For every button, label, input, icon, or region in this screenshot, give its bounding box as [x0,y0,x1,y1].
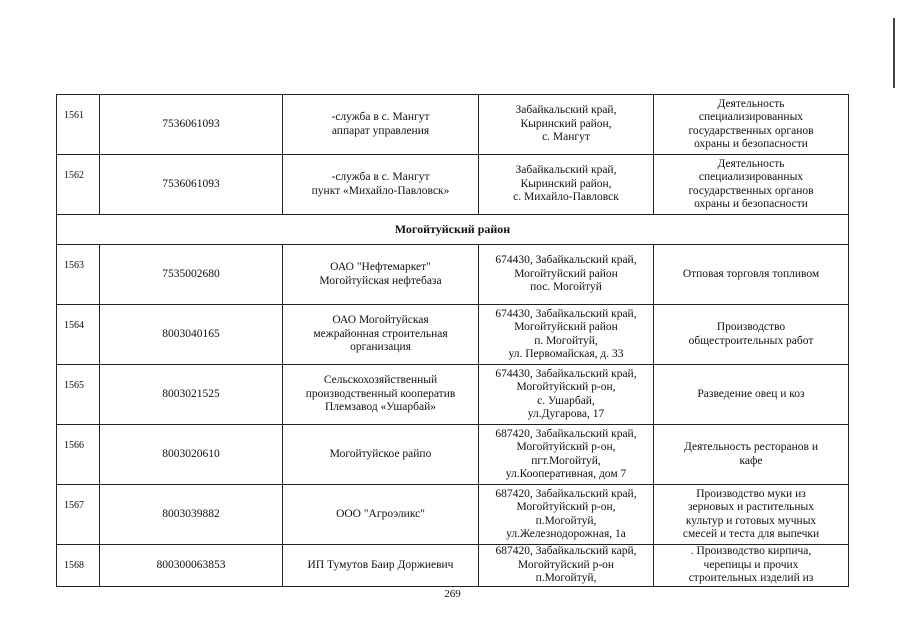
inn-cell: 8003039882 [100,485,283,545]
organization-name-cell: ОАО Могойтуйская межрайонная строительная организация [283,305,479,365]
row-number: 1566 [57,425,100,485]
inn-cell: 8003021525 [100,365,283,425]
address-cell: 687420, Забайкальский карй, Могойтуйский р-он п.Могойтуй, [479,545,654,587]
enterprise-table [56,94,849,587]
table-row [57,365,849,425]
activity-cell: Разведение овец и коз [654,365,849,425]
section-header-row [57,215,849,245]
row-number: 1563 [57,245,100,305]
activity-cell: . Производство кирпича, черепицы и прочих строительных изделий из [654,545,849,587]
row-number: 1567 [57,485,100,545]
table-row [57,545,849,587]
activity-cell: Отповая торговля топливом [654,245,849,305]
inn-cell: 7536061093 [100,95,283,155]
row-number: 1562 [57,155,100,215]
scan-edge-mark [893,18,895,88]
organization-name-cell: ИП Тумутов Баир Доржиевич [283,545,479,587]
activity-cell: Деятельность специализированных государственных органов охраны и безопасности [654,155,849,215]
organization-name-cell: ООО "Агроэликс" [283,485,479,545]
table-row [57,305,849,365]
table-row [57,155,849,215]
table-row [57,95,849,155]
table-row [57,245,849,305]
address-cell: 687420, Забайкальский край, Могойтуйский р-он, пгт.Могойтуй, ул.Кооперативная, дом 7 [479,425,654,485]
page-number: 269 [444,588,461,600]
row-number: 1565 [57,365,100,425]
row-number: 1568 [57,545,100,587]
activity-cell: Производство общестроительных работ [654,305,849,365]
inn-cell: 8003040165 [100,305,283,365]
table-row [57,485,849,545]
table-row [57,425,849,485]
row-number: 1561 [57,95,100,155]
address-cell: Забайкальский край, Кыринский район, с. Михайло-Павловск [479,155,654,215]
organization-name-cell: ОАО "Нефтемаркет" Могойтуйская нефтебаза [283,245,479,305]
section-title: Могойтуйский район [57,215,849,245]
organization-name-cell: -служба в с. Мангут аппарат управления [283,95,479,155]
address-cell: 674430, Забайкальский край, Могойтуйский район п. Могойтуй, ул. Первомайская, д. 33 [479,305,654,365]
address-cell: Забайкальский край, Кыринский район, с. Мангут [479,95,654,155]
activity-cell: Деятельность специализированных государственных органов охраны и безопасности [654,95,849,155]
inn-cell: 800300063853 [100,545,283,587]
address-cell: 674430, Забайкальский край, Могойтуйский район пос. Могойтуй [479,245,654,305]
address-cell: 674430, Забайкальский край, Могойтуйский р-он, с. Ушарбай, ул.Дугарова, 17 [479,365,654,425]
row-number: 1564 [57,305,100,365]
organization-name-cell: Могойтуйское райпо [283,425,479,485]
activity-cell: Производство муки из зерновых и растительных культур и готовых мучных смесей и теста для выпечки [654,485,849,545]
inn-cell: 7535002680 [100,245,283,305]
organization-name-cell: Сельскохозяйственный производственный кооператив Племзавод «Ушарбай» [283,365,479,425]
inn-cell: 8003020610 [100,425,283,485]
inn-cell: 7536061093 [100,155,283,215]
table-body [57,95,849,587]
organization-name-cell: -служба в с. Мангут пункт «Михайло-Павловск» [283,155,479,215]
activity-cell: Деятельность ресторанов и кафе [654,425,849,485]
address-cell: 687420, Забайкальский край, Могойтуйский р-он, п.Могойтуй, ул.Железнодорожная, 1а [479,485,654,545]
